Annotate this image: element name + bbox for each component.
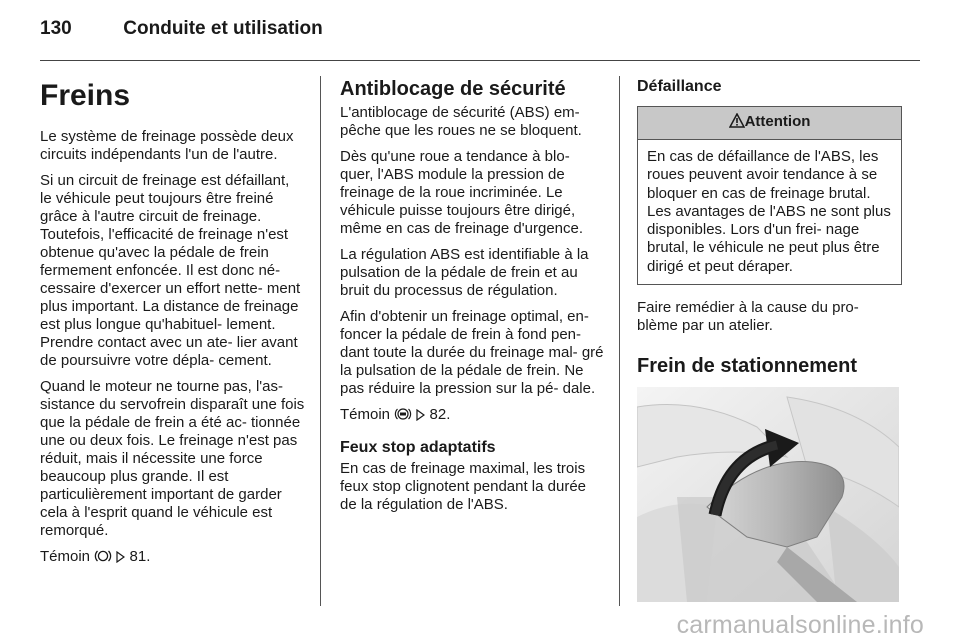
paragraph: Si un circuit de freinage est défaillant, le véhicule peut toujours être freiné grâce à l'autre circuit de freinage. Toutefois, l'efficacité de freinage n'est obtenue qu'avec la pédale de frein fermement enfoncée. Il est donc né- cessaire d'exercer un effort nette- ment plus important. La distance de freinage est plus longue qu'habituel- lement. Prendre contact avec un ate- lier avant de poursuivre votre dépla- cement. bbox=[40, 172, 301, 369]
paragraph: La régulation ABS est identifiable à la pulsation de la pédale de frein et au bruit du processus de régulation. bbox=[340, 246, 589, 299]
section-heading-defaillance: Défaillance bbox=[637, 78, 722, 95]
abs-icon bbox=[394, 407, 412, 426]
paragraph: L'antiblocage de sécurité (ABS) em- pêche que les roues ne se bloquent. bbox=[340, 104, 582, 139]
paragraph: Faire remédier à la cause du pro- blème par un atelier. bbox=[637, 299, 859, 335]
column-divider bbox=[320, 76, 321, 606]
warning-box bbox=[637, 106, 902, 285]
page-header bbox=[40, 18, 323, 40]
paragraph: Dès qu'une roue a tendance à blo- quer, l'ABS module la pression de freinage de la roue incriminée. Le véhicule puisse toujours être dirigé, même en cas de freinage d'urgence. bbox=[340, 148, 584, 237]
paragraph: En cas de freinage maximal, les trois feux stop clignotent pendant la durée de la régulation de l'ABS. bbox=[340, 460, 587, 513]
paragraph: Quand le moteur ne tourne pas, l'as- sistance du servofrein disparaît une fois que la pédale de frein a été ac- tionnée une ou deux fois. Le freinage n'est pas réduit, mais il nécessite une force beaucoup plus grande. Il est particulièrement important de garder cela à l'esprit quand le véhicule est remorqué. bbox=[40, 378, 305, 539]
temoin-reference bbox=[340, 406, 605, 426]
paragraph: Afin d'obtenir un freinage optimal, en- foncer la pédale de frein à fond pen- dant toute la durée du freinage mal- gré la pulsation de la pédale de frein. Ne pas réduire la pression sur la pé- dale. bbox=[340, 308, 604, 397]
section-heading-abs: Antiblocage de sécurité bbox=[340, 78, 566, 100]
section-heading-freins: Freins bbox=[40, 79, 131, 112]
parking-brake-illustration bbox=[637, 387, 899, 602]
chapter-title: Conduite et utilisation bbox=[123, 18, 323, 39]
column-abs bbox=[340, 76, 605, 522]
header-rule bbox=[40, 60, 920, 61]
column-defaillance bbox=[637, 76, 902, 602]
temoin-page-ref: 82. bbox=[429, 406, 451, 423]
brake-warning-icon bbox=[94, 549, 112, 568]
paragraph: Le système de freinage possède deux circuits indépendants l'un de l'autre. bbox=[40, 128, 294, 163]
warning-triangle-icon bbox=[729, 113, 745, 133]
column-divider bbox=[619, 76, 620, 606]
section-heading-frein-stationnement: Frein de stationnement bbox=[637, 355, 858, 378]
temoin-label: Témoin bbox=[40, 548, 91, 565]
sub-heading-feux-stop: Feux stop adaptatifs bbox=[340, 439, 496, 456]
warning-text: En cas de défaillance de l'ABS, les roues peuvent avoir tendance à se bloquer en cas de freinage brutal. Les avantages de l'ABS ne sont plus disponibles. Lors d'un frei- nage brutal, le véhicule ne peut plus être dirigé et peut déraper. bbox=[647, 148, 891, 275]
column-freins bbox=[40, 76, 305, 576]
reference-arrow-icon bbox=[416, 408, 425, 426]
warning-title: Attention bbox=[744, 113, 811, 130]
reference-arrow-icon bbox=[116, 550, 125, 568]
warning-header bbox=[638, 107, 901, 140]
temoin-reference bbox=[40, 548, 305, 568]
page-number: 130 bbox=[40, 18, 72, 39]
temoin-page-ref: 81. bbox=[129, 548, 151, 565]
temoin-label: Témoin bbox=[340, 406, 391, 423]
watermark: carmanualsonline.info bbox=[676, 611, 924, 639]
